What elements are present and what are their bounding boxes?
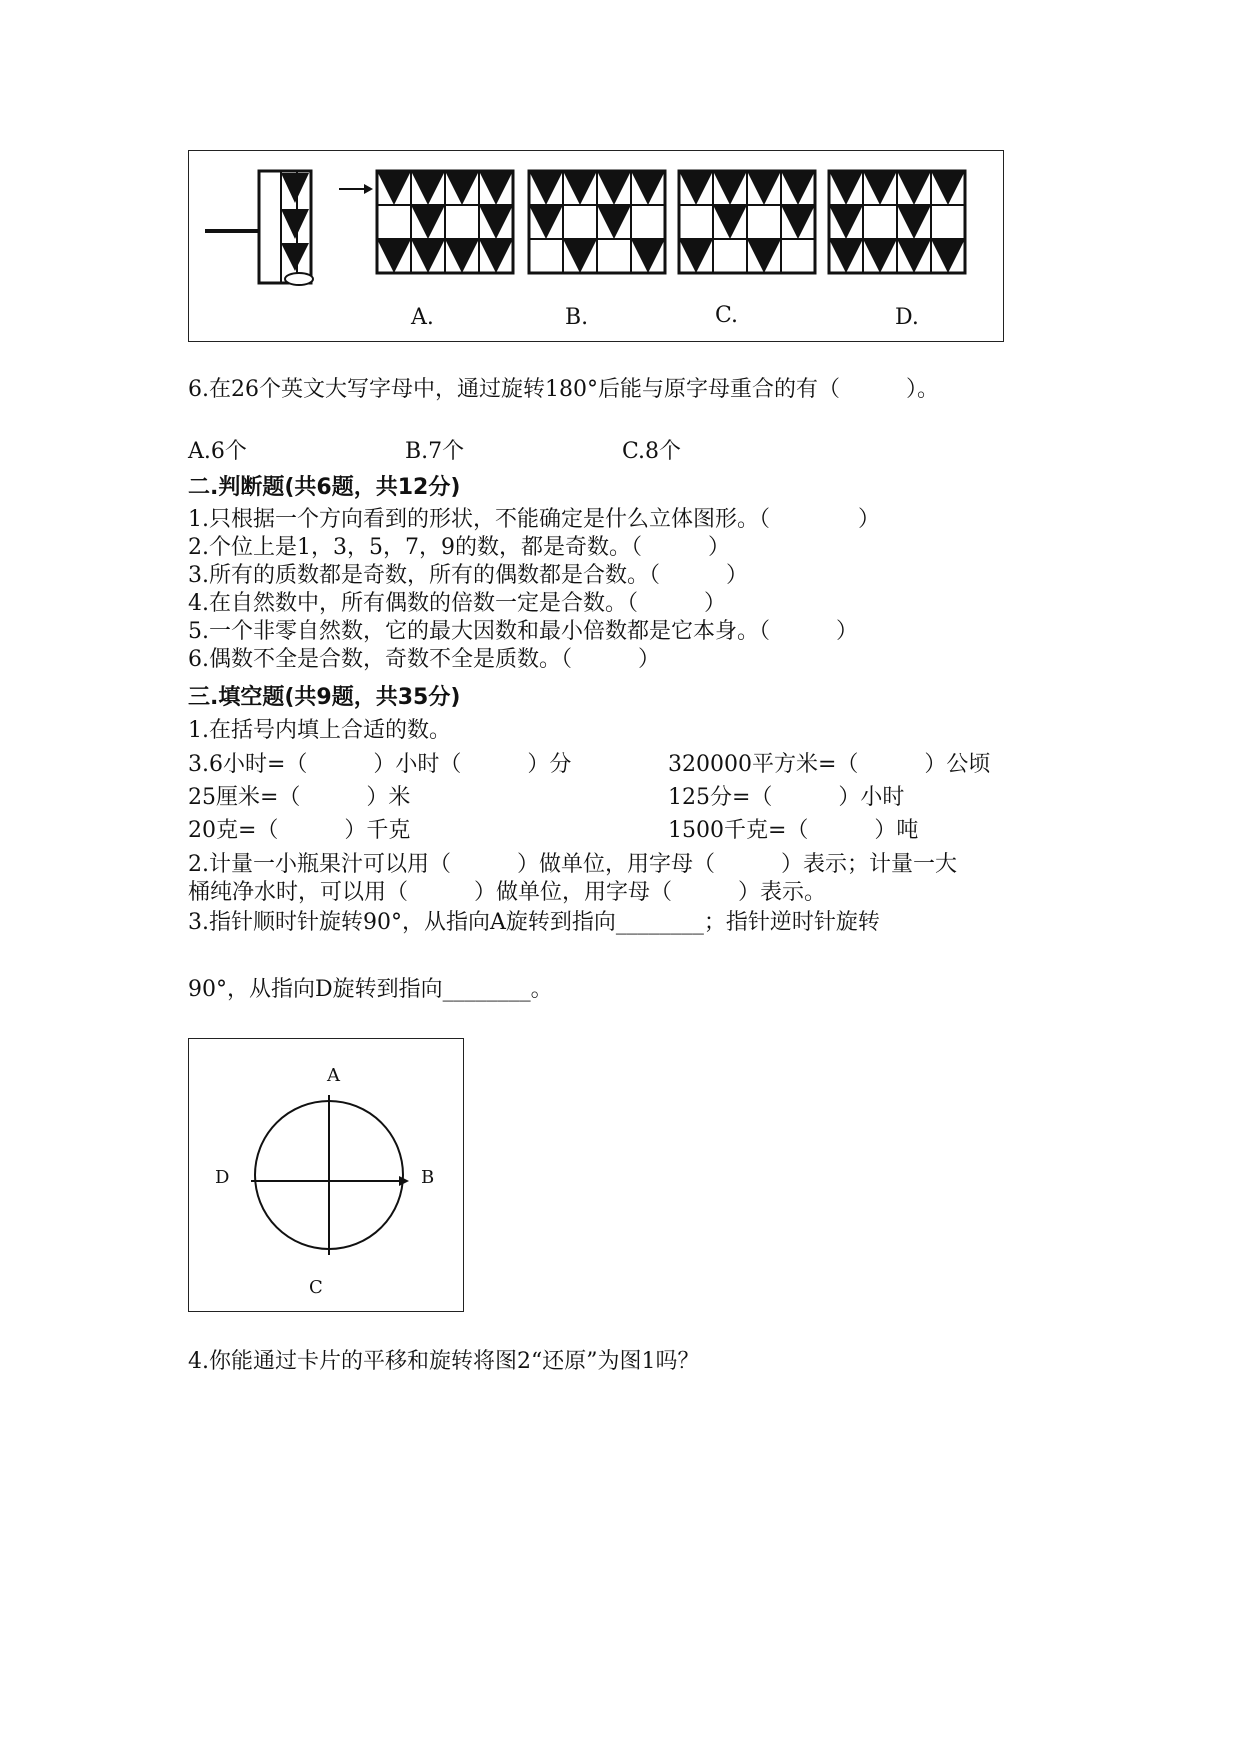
- fill-q1-left-2: 25厘米=（ ）米: [188, 785, 411, 810]
- option-label-b: B.: [565, 305, 589, 330]
- dial-label-d: D: [215, 1167, 230, 1188]
- judge-item-3: 3.所有的质数都是奇数，所有的偶数都是合数。（ ）: [188, 563, 748, 588]
- fill-q3-line-2: 90°，从指向D旋转到指向________。: [188, 977, 553, 1002]
- fill-q2-line-1: 2.计量一小瓶果汁可以用（ ）做单位，用字母（ ）表示；计量一大: [188, 852, 957, 877]
- judge-item-2: 2.个位上是1，3，5，7，9的数，都是奇数。（ ）: [188, 535, 730, 560]
- dial-pointer-arrowhead: [399, 1176, 409, 1186]
- judge-item-4: 4.在自然数中，所有偶数的倍数一定是合数。（ ）: [188, 591, 726, 616]
- dial-label-b: B: [421, 1167, 435, 1188]
- fill-q1-right-2: 125分=（ ）小时: [668, 785, 905, 810]
- q6-stem: 6.在26个英文大写字母中，通过旋转180°后能与原字母重合的有（ ）。: [188, 377, 939, 402]
- fill-q4: 4.你能通过卡片的平移和旋转将图2“还原”为图1吗？: [188, 1349, 700, 1374]
- option-label-a: A.: [411, 305, 434, 330]
- judge-item-6: 6.偶数不全是合数，奇数不全是质数。（ ）: [188, 647, 660, 672]
- dial-figure: [188, 1038, 464, 1312]
- pattern-figure: [188, 150, 1004, 342]
- fill-q1-right-1: 320000平方米=（ ）公顷: [668, 752, 991, 777]
- q6-option-c: C.8个: [622, 439, 682, 464]
- fill-q2-line-2: 桶纯净水时，可以用（ ）做单位，用字母（ ）表示。: [188, 880, 827, 905]
- pattern-figure-drawing: [189, 151, 1003, 341]
- judge-item-5: 5.一个非零自然数，它的最大因数和最小倍数都是它本身。（ ）: [188, 619, 858, 644]
- fill-q1-left-3: 20克=（ ）千克: [188, 818, 411, 843]
- fill-q1-stem: 1.在括号内填上合适的数。: [188, 718, 451, 743]
- fill-q1-right-3: 1500千克=（ ）吨: [668, 818, 919, 843]
- option-label-c: C.: [715, 303, 739, 328]
- fill-q3-line-1: 3.指针顺时针旋转90°，从指向A旋转到指向________；指针逆时针旋转: [188, 910, 880, 935]
- dial-label-a: A: [327, 1065, 340, 1086]
- judge-item-1: 1.只根据一个方向看到的形状，不能确定是什么立体图形。（ ）: [188, 507, 880, 532]
- option-label-d: D.: [895, 305, 919, 330]
- dial-label-c: C: [309, 1277, 323, 1298]
- fill-q1-left-1: 3.6小时=（ ）小时（ ）分: [188, 752, 572, 777]
- q6-option-b: B.7个: [405, 439, 465, 464]
- section2-heading: 二.判断题(共6题，共12分): [188, 475, 461, 500]
- q6-option-a: A.6个: [188, 439, 247, 464]
- section3-heading: 三.填空题(共9题，共35分): [188, 685, 461, 710]
